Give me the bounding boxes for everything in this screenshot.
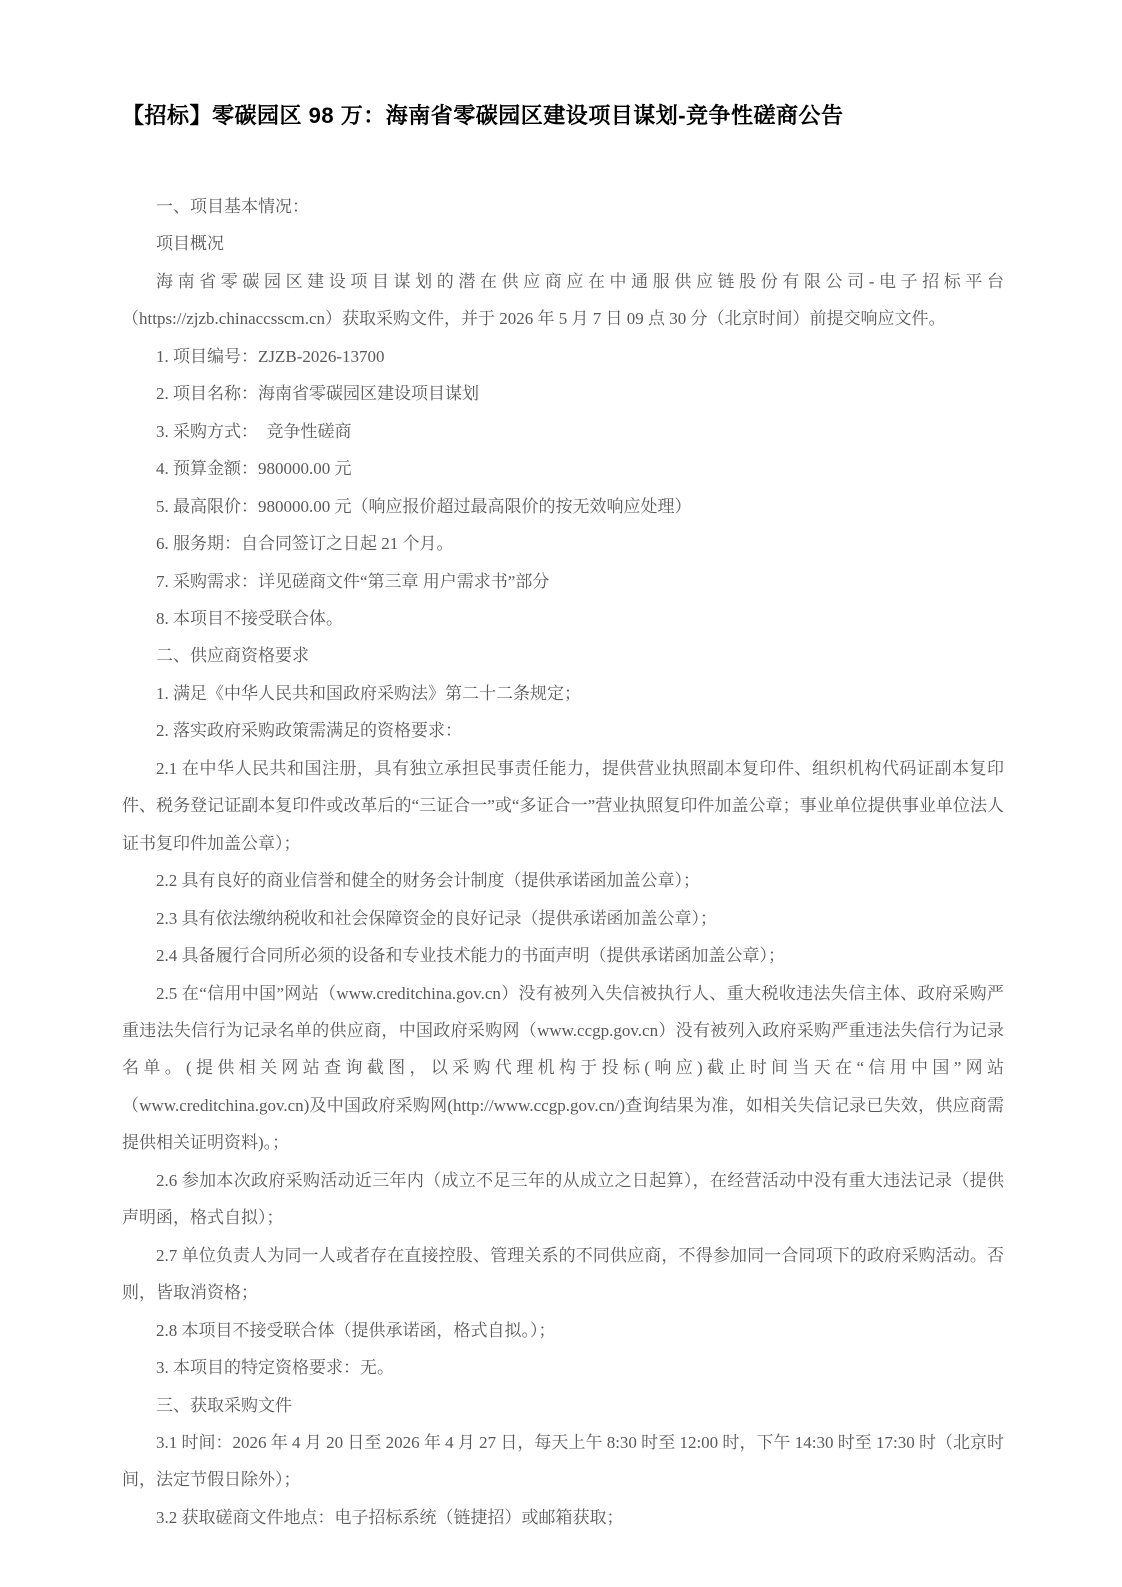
document-paragraph: 2.3 具有依法缴纳税收和社会保障资金的良好记录（提供承诺函加盖公章）； xyxy=(156,908,717,928)
document-paragraph: 1. 满足《中华人民共和国政府采购法》第二十二条规定； xyxy=(156,683,581,703)
document-paragraph: 2. 项目名称：海南省零碳园区建设项目谋划 xyxy=(156,384,479,404)
document-paragraph: 1. 项目编号：ZJZB-2026-13700 xyxy=(156,346,385,366)
document-paragraph: 8. 本项目不接受联合体。 xyxy=(156,608,343,628)
document-body xyxy=(122,188,1004,1536)
document-paragraph: 2.4 具备履行合同所必须的设备和专业技术能力的书面声明（提供承诺函加盖公章）； xyxy=(156,946,785,966)
document-paragraph: 5. 最高限价：980000.00 元（响应报价超过最高限价的按无效响应处理） xyxy=(156,496,692,516)
document-title: 【招标】零碳园区 98 万：海南省零碳园区建设项目谋划-竞争性磋商公告 xyxy=(122,103,844,128)
document-paragraph: 6. 服务期：自合同签订之日起 21 个月。 xyxy=(156,534,454,554)
document-paragraph: 2. 落实政府采购政策需满足的资格要求： xyxy=(156,721,462,741)
document-paragraph: 2.6 参加本次政府采购活动近三年内（成立不足三年的从成立之日起算），在经营活动中没有重大违法记录（提供声明函，格式自拟）； xyxy=(122,1170,1004,1228)
document-paragraph: 2.7 单位负责人为同一人或者存在直接控股、管理关系的不同供应商，不得参加同一合同项下的政府采购活动。否则，皆取消资格； xyxy=(122,1245,1004,1303)
document-paragraph: 项目概况 xyxy=(156,234,224,254)
document-paragraph: 2.5 在“信用中国”网站（www.creditchina.gov.cn）没有被列入失信被执行人、重大税收违法失信主体、政府采购严重违法失信行为记录名单的供应商，中国政府采购网（www.ccgp.gov.cn）没有被列入政府采购严重违法失信行为记录名单。(提供相关网站查询截图，以采购代理机构于投标(响应)截止时间当天在“信用中国”网站（www.creditchina.gov.cn)及中国政府采购网(http://www.ccgp.gov.cn/)查询结果为准，如相关失信记录已失效，供应商需提供相关证明资料)。； xyxy=(122,983,1004,1153)
document-paragraph: 7. 采购需求：详见磋商文件“第三章 用户需求书”部分 xyxy=(156,571,550,591)
document-paragraph: 3. 采购方式： 竞争性磋商 xyxy=(156,421,352,441)
document-paragraph: 3.1 时间：2026 年 4 月 20 日至 2026 年 4 月 27 日，每天上午 8:30 时至 12:00 时，下午 14:30 时至 17:30 时（北京时间，法定节假日除外）； xyxy=(122,1432,1004,1490)
document-paragraph: 4. 预算金额：980000.00 元 xyxy=(156,459,352,479)
document-paragraph: 二、供应商资格要求 xyxy=(156,646,309,666)
document-paragraph: 海南省零碳园区建设项目谋划的潜在供应商应在中通服供应链股份有限公司-电子招标平台（https://zjzb.chinaccsscm.cn）获取采购文件，并于 2026 年 5 月 7 日 09 点 30 分（北京时间）前提交响应文件。 xyxy=(122,271,1004,329)
document-paragraph: 2.8 本项目不接受联合体（提供承诺函，格式自拟。）； xyxy=(156,1320,556,1340)
document-paragraph: 2.2 具有良好的商业信誉和健全的财务会计制度（提供承诺函加盖公章）； xyxy=(156,871,700,891)
document-paragraph: 3.2 获取磋商文件地点：电子招标系统（链捷招）或邮箱获取； xyxy=(156,1507,624,1527)
document-paragraph: 三、获取采购文件 xyxy=(156,1395,292,1415)
document-paragraph: 一、项目基本情况： xyxy=(156,197,309,216)
document-paragraph: 2.1 在中华人民共和国注册，具有独立承担民事责任能力，提供营业执照副本复印件、组织机构代码证副本复印件、税务登记证副本复印件或改革后的“三证合一”或“多证合一”营业执照复印件加盖公章；事业单位提供事业单位法人证书复印件加盖公章）； xyxy=(122,758,1004,853)
document-paragraph: 3. 本项目的特定资格要求：无。 xyxy=(156,1358,394,1378)
